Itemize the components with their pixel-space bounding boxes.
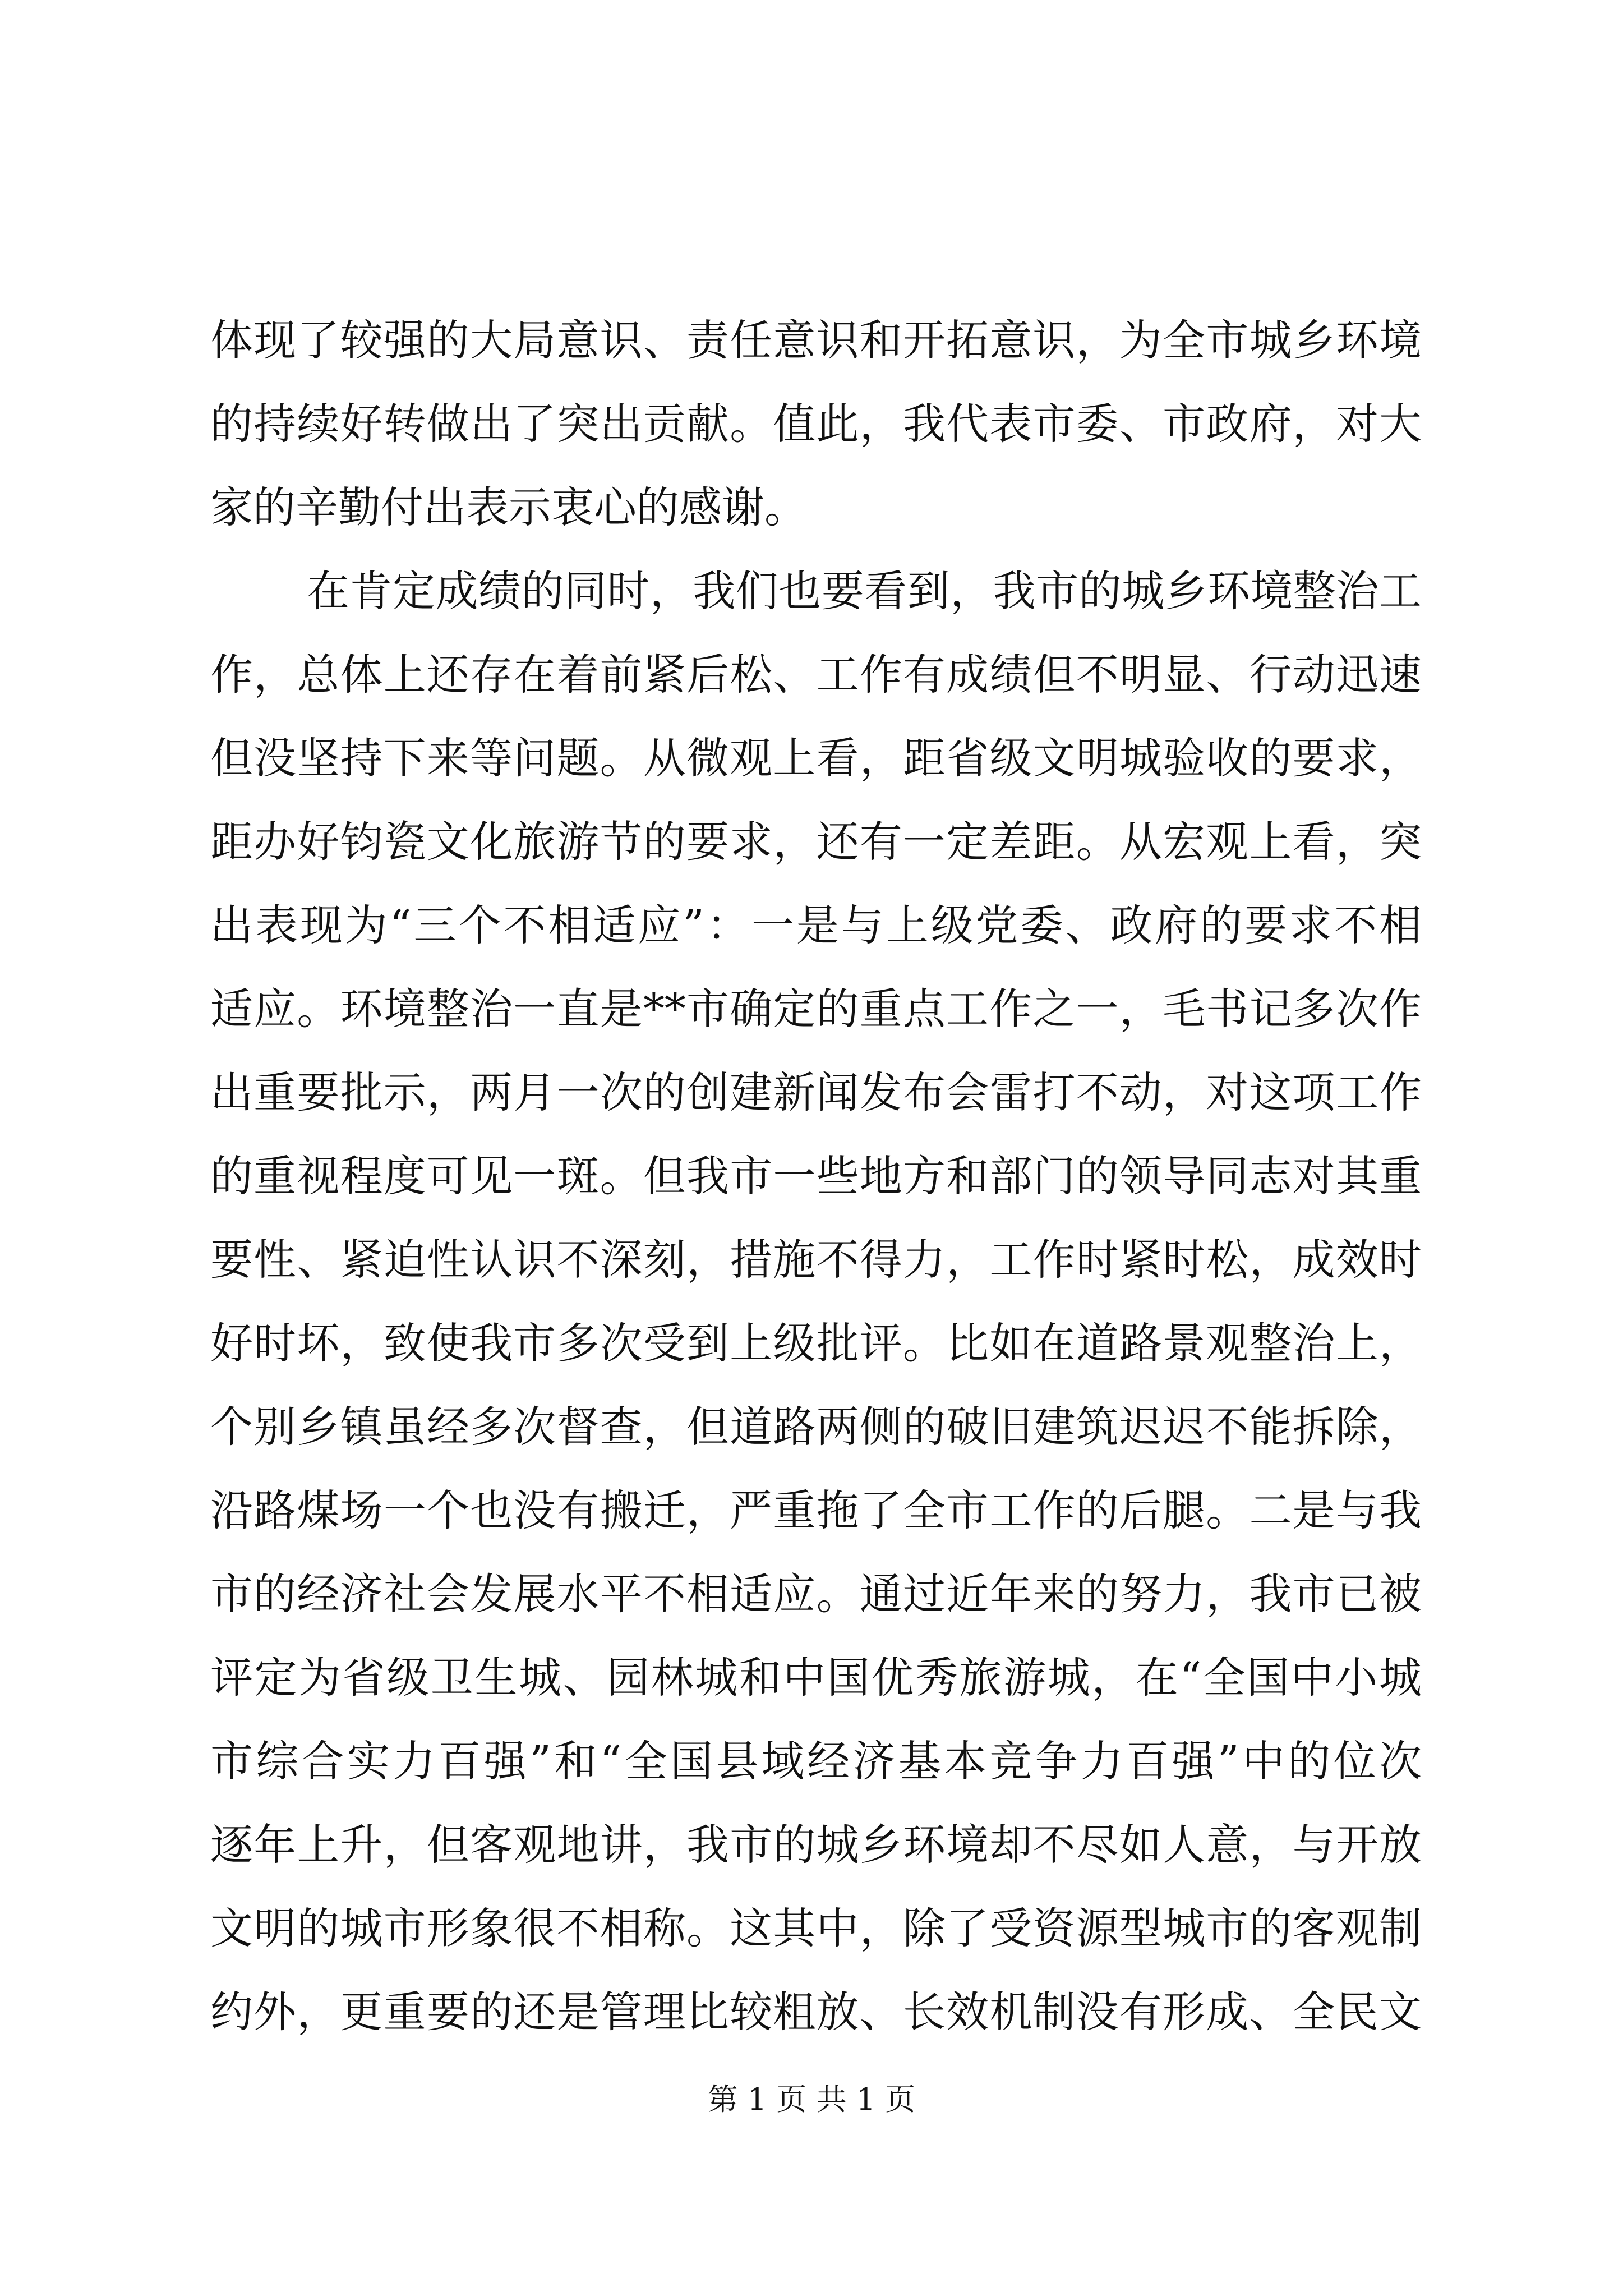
text-line: 评定为省级卫生城、园林城和中国优秀旅游城，在“全国中小城 xyxy=(210,1653,1422,1703)
text-line: 体现了较强的大局意识、责任意识和开拓意识，为全市城乡环境 xyxy=(210,315,1422,365)
text-line: 逐年上升，但客观地讲，我市的城乡环境却不尽如人意，与开放 xyxy=(210,1820,1422,1870)
page-footer xyxy=(0,2076,1623,2119)
text-line: 出表现为“三个不相适应”：一是与上级党委、政府的要求不相 xyxy=(210,900,1422,950)
text-line: 家的辛勤付出表示衷心的感谢。 xyxy=(210,482,807,532)
text-line: 的重视程度可见一斑。但我市一些地方和部门的领导同志对其重 xyxy=(210,1151,1422,1201)
page-number: 第 1 页 共 1 页 xyxy=(707,2082,916,2117)
text-line: 的持续好转做出了突出贡献。值此，我代表市委、市政府，对大 xyxy=(210,399,1422,449)
document-body xyxy=(210,298,1422,2054)
text-line: 但没坚持下来等问题。从微观上看，距省级文明城验收的要求， xyxy=(210,733,1422,783)
text-line: 作，总体上还存在着前紧后松、工作有成绩但不明显、行动迅速 xyxy=(210,650,1422,700)
text-line: 距办好钧瓷文化旅游节的要求，还有一定差距。从宏观上看，突 xyxy=(210,817,1422,867)
text-line: 要性、紧迫性认识不深刻，措施不得力，工作时紧时松，成效时 xyxy=(210,1235,1422,1285)
text-line: 适应。环境整治一直是**市确定的重点工作之一，毛书记多次作 xyxy=(210,984,1422,1034)
text-line: 沿路煤场一个也没有搬迁，严重拖了全市工作的后腿。二是与我 xyxy=(210,1485,1422,1535)
text-line: 在肯定成绩的同时，我们也要看到，我市的城乡环境整治工 xyxy=(307,566,1422,616)
text-line: 约外，更重要的还是管理比较粗放、长效机制没有形成、全民文 xyxy=(210,1987,1422,2037)
text-line: 市的经济社会发展水平不相适应。通过近年来的努力，我市已被 xyxy=(210,1569,1422,1619)
text-line: 个别乡镇虽经多次督查，但道路两侧的破旧建筑迟迟不能拆除， xyxy=(210,1402,1422,1452)
text-line: 出重要批示，两月一次的创建新闻发布会雷打不动，对这项工作 xyxy=(210,1068,1422,1117)
text-line: 好时坏，致使我市多次受到上级批评。比如在道路景观整治上， xyxy=(210,1318,1422,1368)
text-line: 市综合实力百强”和“全国县域经济基本竞争力百强”中的位次 xyxy=(210,1736,1422,1786)
text-line: 文明的城市形象很不相称。这其中，除了受资源型城市的客观制 xyxy=(210,1903,1422,1953)
